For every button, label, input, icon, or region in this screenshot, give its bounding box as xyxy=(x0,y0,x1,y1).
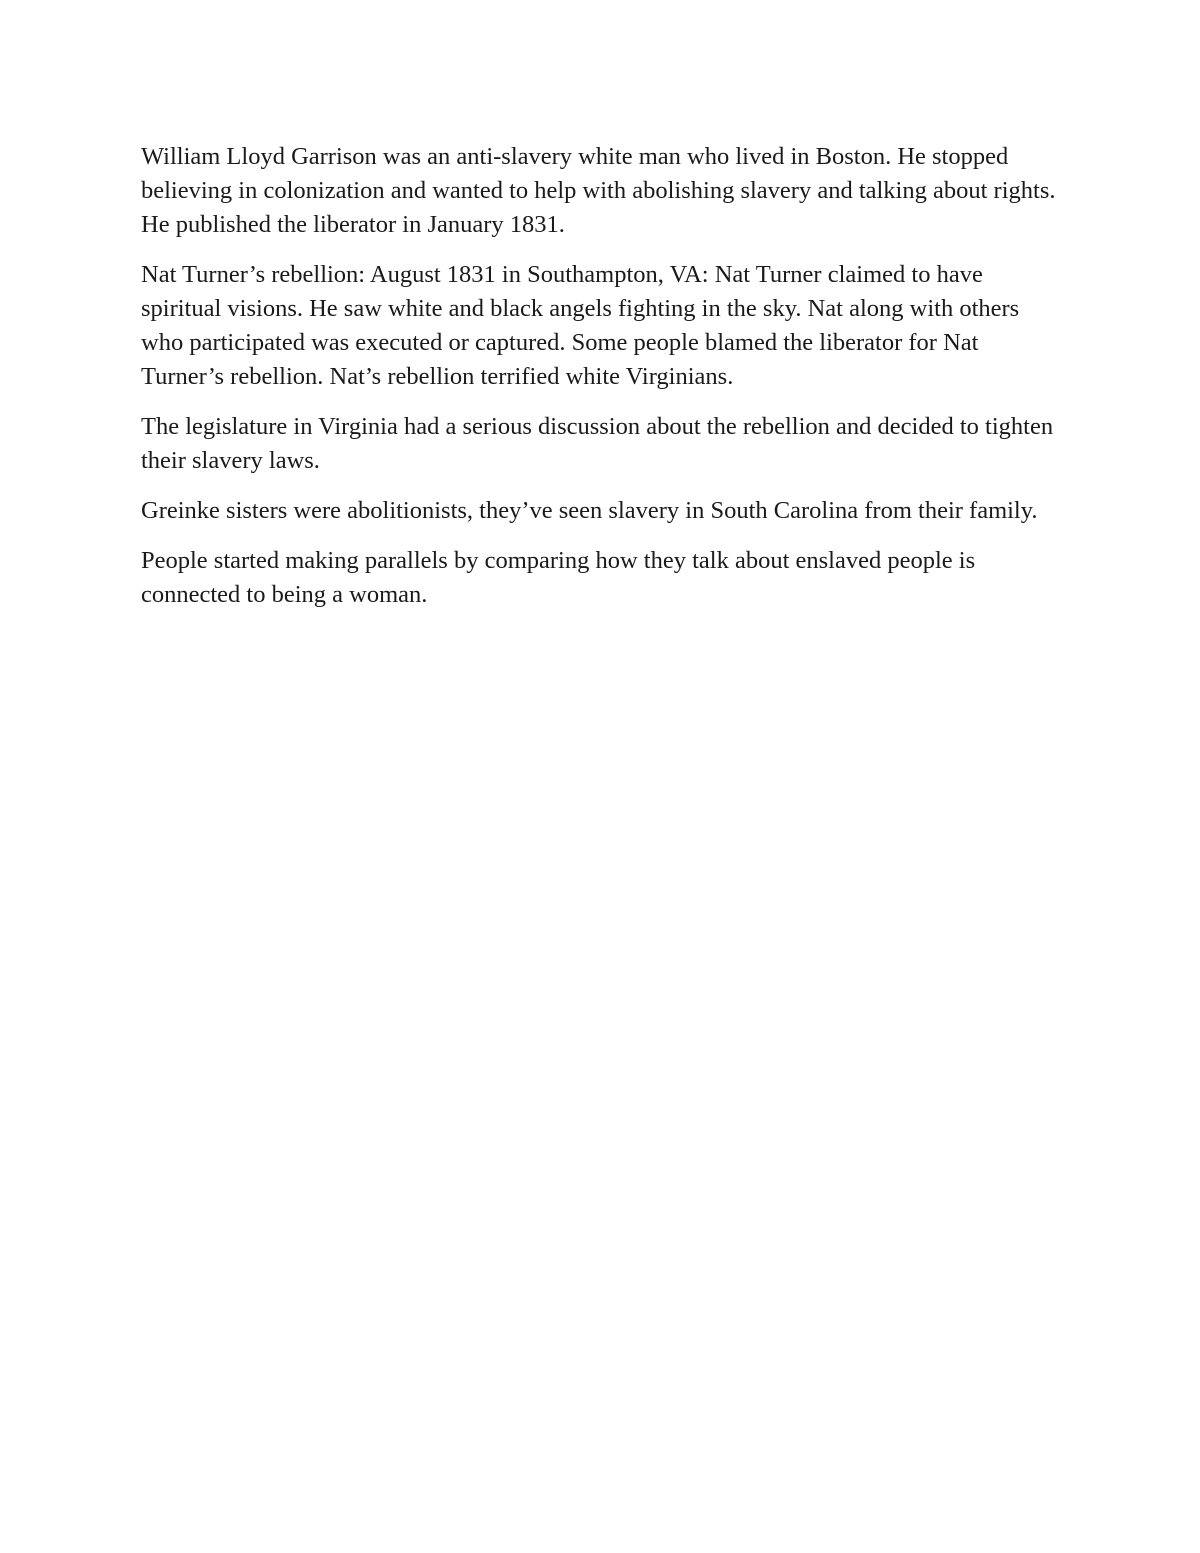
paragraph-virginia-legislature: The legislature in Virginia had a serious discussion about the rebellion and decided to tighten their slavery laws. xyxy=(141,413,1054,474)
paragraph-sisters: Greinke sisters were abolitionists, they’ve seen slavery in South Carolina from their family. xyxy=(141,497,1038,524)
paragraph-garrison: William Lloyd Garrison was an anti-slavery white man who lived in Boston. He stopped believing in colonization and wanted to help with abolishing slavery and talking about rights. He published the liberator in January 1831. xyxy=(141,143,1056,238)
paragraph-nat-turner: Nat Turner’s rebellion: August 1831 in Southampton, VA: Nat Turner claimed to have spiritual visions. He saw white and black angels fighting in the sky. Nat along with others who participated was executed or captured. Some people blamed the liberator for Nat Turner’s rebellion. Nat’s rebellion terrified white Virginians. xyxy=(141,261,1020,390)
paragraph-parallels: People started making parallels by comparing how they talk about enslaved people is connected to being a woman. xyxy=(141,547,976,608)
document-body xyxy=(141,140,1066,628)
